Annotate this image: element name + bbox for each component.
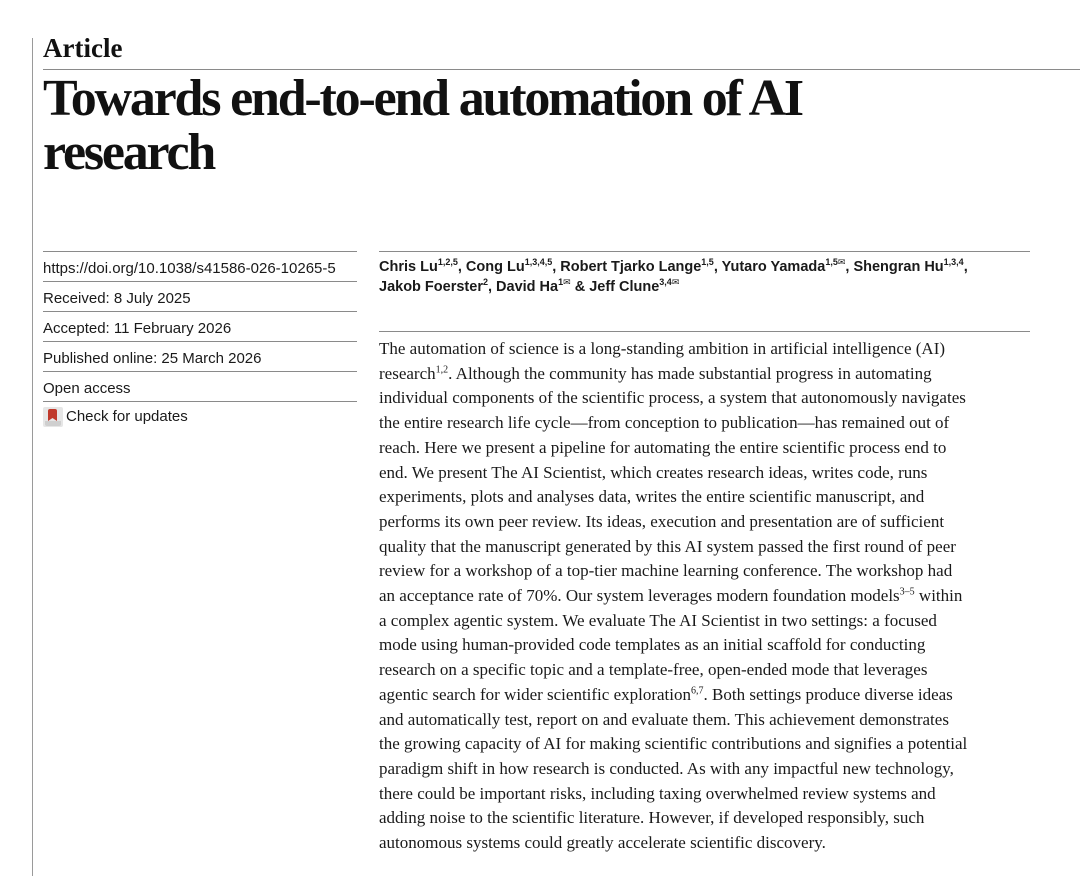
abstract-text: research <box>379 363 436 383</box>
abstract-line: and automatically test, report on and evaluate them. This achievement demonstrates <box>379 709 949 729</box>
author-name[interactable]: Cong Lu <box>465 259 525 275</box>
citation-ref[interactable]: 3–5 <box>899 586 915 598</box>
abstract-line <box>379 362 1039 387</box>
author-separator: , <box>457 259 466 275</box>
author-separator: , <box>845 259 854 275</box>
author-affiliation: 3,4 <box>659 277 672 288</box>
article-title <box>43 72 1043 180</box>
abstract-line: research on a specific topic and a template-free, open-ended mode that leverages <box>379 660 928 680</box>
abstract-line <box>379 584 1039 609</box>
abstract-text: within <box>914 586 963 606</box>
author-separator: , <box>713 259 722 275</box>
abstract-line: the entire research life cycle—from conception to publication—has remained out of <box>379 413 950 433</box>
author-separator: , <box>487 279 497 295</box>
author-separator: , <box>552 259 561 275</box>
published-date: Published online: 25 March 2026 <box>43 342 357 372</box>
title-line-1: Towards end-to-end automation of AI <box>43 70 802 127</box>
author-name[interactable]: Jeff Clune <box>589 279 660 295</box>
author-affiliation: 1,5 <box>701 257 714 268</box>
abstract-line: the growing capacity of AI for making scientific contributions and signifies a potential <box>379 734 968 754</box>
article-type-label: Article <box>43 33 123 63</box>
abstract-line: there could be important risks, including taxing overwhelmed review systems and <box>379 783 936 803</box>
abstract-line: mode using human-provided code templates as an initial scaffold for conducting <box>379 635 926 655</box>
author-affiliation: 2 <box>482 277 488 288</box>
authors-top-rule <box>379 251 1030 252</box>
article-metadata <box>43 251 357 432</box>
abstract-line: quality that the manuscript generated by this AI system passed the first round of peer <box>379 536 956 556</box>
author-affiliation: 1,2,5 <box>437 257 458 268</box>
abstract-line: paradigm shift in how research is conducted. As with any impactful new technology, <box>379 758 954 778</box>
abstract-line <box>379 683 1039 708</box>
doi-link[interactable]: https://doi.org/10.1038/s41586-026-10265-5 <box>43 252 357 282</box>
abstract-line: performs its own peer review. Its ideas, execution and presentation are of sufficient <box>379 511 945 531</box>
abstract-text: agentic search for wider scientific exploration <box>379 684 692 704</box>
author-name[interactable]: Chris Lu <box>379 259 438 275</box>
email-icon[interactable]: ✉ <box>837 257 846 268</box>
open-access-label: Open access <box>43 372 357 402</box>
author-affiliation: 1,3,4 <box>943 257 964 268</box>
abstract-text: . Both settings produce diverse ideas <box>703 684 953 704</box>
abstract-line: individual components of the scientific process, a system that autonomously navigates <box>379 388 966 408</box>
title-line-2: research <box>43 124 215 181</box>
abstract-top-rule <box>379 331 1030 332</box>
accepted-date: Accepted: 11 February 2026 <box>43 312 357 342</box>
author-separator: & <box>570 279 590 295</box>
author-name[interactable]: Robert Tjarko Lange <box>560 259 702 275</box>
author-affiliation: 1,5 <box>825 257 838 268</box>
author-name[interactable]: Yutaro Yamada <box>721 259 826 275</box>
citation-ref[interactable]: 1,2 <box>435 364 449 376</box>
left-margin-rule <box>32 38 33 876</box>
abstract <box>379 337 1039 856</box>
abstract-line: autonomous systems could greatly accelerate scientific discovery. <box>379 833 826 853</box>
received-date: Received: 8 July 2025 <box>43 282 357 312</box>
author-name[interactable]: Shengran Hu <box>853 259 944 275</box>
abstract-line: The automation of science is a long-standing ambition in artificial intelligence (AI) <box>379 339 946 358</box>
author-affiliation: 1 <box>558 277 564 288</box>
author-affiliation: 1,3,4,5 <box>524 257 553 268</box>
email-icon[interactable]: ✉ <box>671 277 680 288</box>
abstract-line: a complex agentic system. We evaluate The AI Scientist in two settings: a focused <box>379 610 937 630</box>
abstract-text: an acceptance rate of 70%. Our system leverages modern foundation models <box>379 586 900 606</box>
email-icon[interactable]: ✉ <box>563 277 571 288</box>
check-for-updates-icon <box>43 407 63 427</box>
abstract-text: . Although the community has made substantial progress in automating <box>448 363 932 383</box>
check-for-updates-label: Check for updates <box>66 408 188 425</box>
citation-ref[interactable]: 6,7 <box>691 685 704 697</box>
author-name[interactable]: David Ha <box>496 279 559 295</box>
author-separator: , <box>963 259 968 275</box>
abstract-line: end. We present The AI Scientist, which creates research ideas, writes code, runs <box>379 462 928 482</box>
author-name[interactable]: Jakob Foerster <box>379 279 483 295</box>
abstract-line: adding noise to the scientific literature. However, if developed responsibly, such <box>379 808 925 828</box>
abstract-line: reach. Here we present a pipeline for automating the entire scientific process end to <box>379 437 947 457</box>
abstract-line: review for a workshop of a top-tier machine learning conference. The workshop had <box>379 561 953 581</box>
author-list <box>379 257 1030 297</box>
check-for-updates-link[interactable] <box>43 402 357 432</box>
abstract-line: experiments, plots and analyses data, writes the entire scientific manuscript, and <box>379 487 925 507</box>
